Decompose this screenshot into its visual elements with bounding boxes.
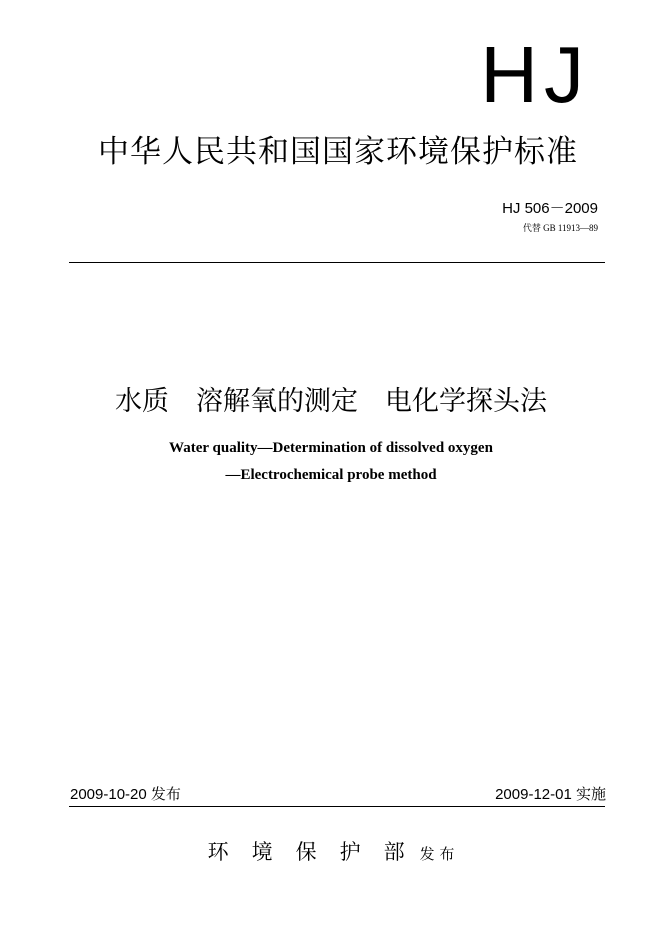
publish-label: 发 布 — [419, 845, 455, 863]
implementation-date: 2009-12-01 实施 — [495, 786, 606, 803]
document-title-english-line1: Water quality—Determination of dissolved oxygen — [169, 440, 493, 456]
standard-number: HJ 506－2009 — [502, 200, 598, 217]
document-title-english-line2: —Electrochemical probe method — [225, 467, 437, 483]
org-title: 中华人民共和国国家环境保护标准 — [98, 134, 578, 170]
replaces-standard: 代替 GB 11913—89 — [522, 223, 598, 233]
publisher-ministry: 环 境 保 护 部 — [207, 840, 406, 864]
top-divider — [69, 262, 605, 263]
document-title-chinese: 水质 溶解氧的测定 电化学探头法 — [115, 386, 547, 417]
issue-date: 2009-10-20 发布 — [70, 786, 181, 803]
publisher — [0, 836, 662, 866]
bottom-divider — [69, 806, 605, 807]
hj-logo: HJ — [480, 30, 590, 119]
